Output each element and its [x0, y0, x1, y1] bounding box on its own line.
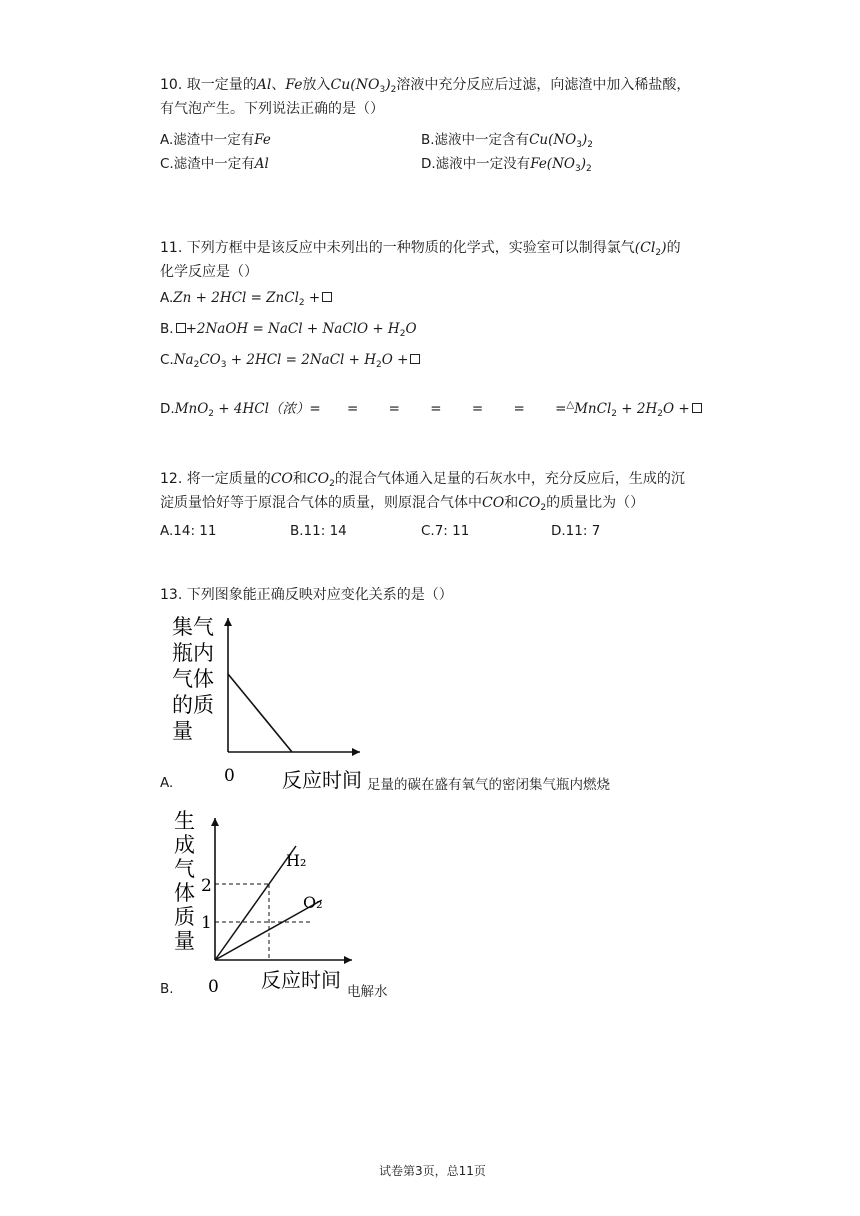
q10-line1: 10. 取一定量的Al、Fe放入$Cu(NO_3)_2$溶液中充分反应后过滤，向滤渣中加入稀盐酸，: [160, 77, 691, 95]
chart-a-mass-vs-time: [168, 612, 368, 792]
q12-line1: 12. 将一定质量的CO和$CO_2$的混合气体通入足量的石灰水中，充分反应后，生成的沉: [160, 471, 685, 489]
chart-a-x-arrow: [352, 748, 360, 756]
chart-a-ylabel-line: 集气: [172, 615, 214, 639]
chart-a-y-arrow: [224, 618, 232, 626]
chart-a-ylabel-line: 的质: [172, 693, 214, 717]
heat-symbol: △: [566, 399, 575, 411]
chart-b-series-label-o2: O₂: [303, 893, 323, 912]
q13-option-a-caption: 足量的碳在盛有氧气的密闭集气瓶内燃烧: [367, 777, 610, 793]
q10-option-b[interactable]: B.滤液中一定含有$Cu(NO_3)_2$: [421, 132, 593, 150]
q13-option-b-label[interactable]: B.: [160, 981, 174, 997]
q10-option-a[interactable]: A.滤渣中一定有Fe: [160, 132, 271, 148]
page-footer: 试卷第3页，总11页: [379, 1164, 486, 1178]
q11-option-b[interactable]: B. +2NaOH = NaCl + NaClO + $H_2O$: [160, 321, 417, 339]
blank-box: [176, 323, 186, 333]
chart-b-xlabel: 反应时间: [261, 968, 341, 992]
q12-option-d[interactable]: D.11: 7: [551, 523, 601, 539]
chart-b-ylabel-line: 成: [174, 833, 195, 857]
chart-b-y-arrow: [211, 818, 219, 826]
blank-box: [692, 403, 702, 413]
chart-b-origin-label: 0: [208, 977, 219, 997]
q10-option-c[interactable]: C.滤渣中一定有Al: [160, 156, 269, 172]
q11-option-c[interactable]: $C.Na_2CO_3 + 2HCl$ = 2NaCl + $H_2O$ +: [160, 352, 420, 370]
chart-b-ytick-2: 2: [201, 876, 212, 896]
q12-option-c[interactable]: C.7: 11: [421, 523, 470, 539]
q11-line1: 11. 下列方框中是该反应中未列出的一种物质的化学式，实验室可以制得氯气$(Cl_2)$的: [160, 240, 681, 258]
chart-a-ylabel-line: 气体: [172, 667, 214, 691]
q11-option-d[interactable]: D.MnO$_2$ + 4HCl（浓）= = = = = = =△MnCl$_2$ + $2H_2O$ +: [160, 397, 702, 419]
chart-a-ylabel-line: 量: [172, 719, 193, 743]
chart-a-origin-label: 0: [224, 766, 235, 786]
q13-option-a-label[interactable]: A.: [160, 775, 174, 791]
q12-option-b[interactable]: B.11: 14: [290, 523, 347, 539]
q13-stem: 13. 下列图象能正确反映对应变化关系的是（）: [160, 587, 453, 603]
chart-b-ylabel-line: 质: [174, 905, 195, 929]
q11-line2: 化学反应是（）: [160, 264, 258, 280]
q12-line2: 淀质量恰好等于原混合气体的质量，则原混合气体中CO和$CO_2$的质量比为（）: [160, 495, 645, 513]
blank-box: [410, 354, 420, 364]
q10-option-d[interactable]: D.滤液中一定没有$Fe(NO_3)_2$: [421, 156, 592, 174]
chart-b-ytick-1: 1: [201, 913, 212, 933]
chart-a-ylabel-line: 瓶内: [172, 641, 214, 665]
q11-option-a[interactable]: A.Zn + 2HCl = ZnCl$_2$ +: [160, 290, 332, 308]
chart-b-series-label-h2: H₂: [286, 851, 307, 870]
chart-b-x-arrow: [344, 956, 352, 964]
chart-b-ylabel-line: 体: [174, 881, 195, 905]
chart-a-series-line: [228, 674, 292, 752]
q12-option-a[interactable]: A.14: 11: [160, 523, 217, 539]
chart-b-ylabel-line: 量: [174, 929, 195, 953]
chart-b-electrolysis: [168, 808, 358, 1003]
chart-b-series-h2: [215, 846, 296, 960]
chart-b-ylabel-line: 气: [174, 857, 195, 881]
blank-box: [322, 292, 332, 302]
q10-line2: 有气泡产生。下列说法正确的是（）: [160, 101, 384, 117]
chart-b-ylabel-line: 生: [174, 809, 195, 833]
q13-option-b-caption: 电解水: [347, 984, 388, 1000]
chart-a-xlabel: 反应时间: [282, 768, 362, 792]
